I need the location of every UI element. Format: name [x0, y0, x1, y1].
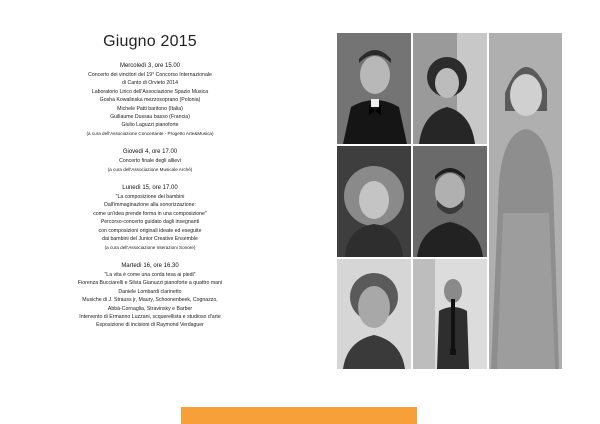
event-block	[40, 184, 260, 252]
event-detail-line: "La vita è come una corda tesa ai piedi"	[104, 271, 196, 278]
photo-man-bowtie	[337, 33, 411, 144]
photo-man-clarinet	[413, 259, 487, 369]
event-block	[40, 148, 260, 174]
event-detail-line: "La composizione dei bambini	[115, 194, 185, 201]
photo-woman-curly-hair	[337, 146, 411, 257]
photo-man-curly-hair	[337, 259, 411, 369]
event-organizer-note: (a cura dell'Associazione Musicale Archè)	[107, 166, 193, 172]
event-detail-line: dai bambini del Junior Creative Ensemble	[102, 236, 198, 243]
photo-collage	[337, 33, 562, 369]
page-title: Giugno 2015	[103, 33, 197, 50]
event-date: Lunedì 15, ore 17.00	[122, 185, 178, 192]
photo-man-beard	[413, 146, 487, 257]
orange-footer-bar	[181, 407, 417, 424]
event-detail-line: Guillaume Dussau basso (Francia)	[110, 114, 190, 121]
event-detail-line: Giulio Laguzzi pianoforte	[121, 122, 179, 129]
event-organizer-note: (a cura dell'Associazione Interazioni Sonore)	[104, 244, 196, 250]
event-detail-line: Daniele Lombardi clarinetto	[118, 288, 182, 295]
event-detail-line: Fiorenza Bucciarelli e Silvia Gianuzzi pianoforte a quattro mani	[77, 280, 223, 287]
photo-woman-smiling	[413, 33, 487, 144]
event-date: Martedì 16, ore 16.30	[121, 262, 179, 269]
photo-woman-gown	[489, 33, 562, 369]
event-detail-line: Musiche di J. Strauss jr, Maury, Schoonenbeek, Cognazzo,	[82, 297, 218, 304]
event-detail-line: Laboratorio Lirico dell'Associazione Spazio Musica	[91, 88, 209, 95]
event-detail-line: Dall'immaginazione alla sonorizzazione:	[104, 202, 196, 209]
event-block	[40, 262, 260, 330]
event-detail-line: come un'idea prende forma in una composizione"	[93, 210, 207, 217]
event-detail-line: Esposizione di incisioni di Raymond Verdaguer	[96, 322, 204, 329]
event-detail-line: di Canto di Orvieto 2014	[122, 80, 178, 87]
event-date: Mercoledì 3, ore 15.00	[119, 63, 181, 69]
event-list	[40, 62, 260, 340]
event-detail-line: con composizioni originali ideate ed eseguite	[98, 227, 202, 234]
event-organizer-note: (a cura dell'Associazione Concertante - Progetto Arte&Musica)	[86, 130, 214, 136]
event-block	[40, 62, 260, 138]
event-date: Giovedì 4, ore 17.00	[122, 149, 178, 156]
event-detail-line: Gosha Kowalinska mezzosoprano (Polonia)	[99, 97, 201, 104]
event-detail-line: Michele Patti baritono (Italia)	[117, 105, 183, 112]
event-detail-line: Intervento di Ermanno Luzzani, scquerellista e studioso d'arte	[79, 313, 221, 320]
event-detail-line: Percorso-concerto guidato dagli insegnanti	[100, 219, 200, 226]
event-detail-line: Concerto dei vincitori del 19° Concorso Internazionale	[88, 72, 212, 78]
event-detail-line: Concerto finale degli allievi	[119, 158, 181, 165]
event-detail-line: Abbà-Cornaglia, Stravinsky e Barber	[107, 305, 193, 312]
